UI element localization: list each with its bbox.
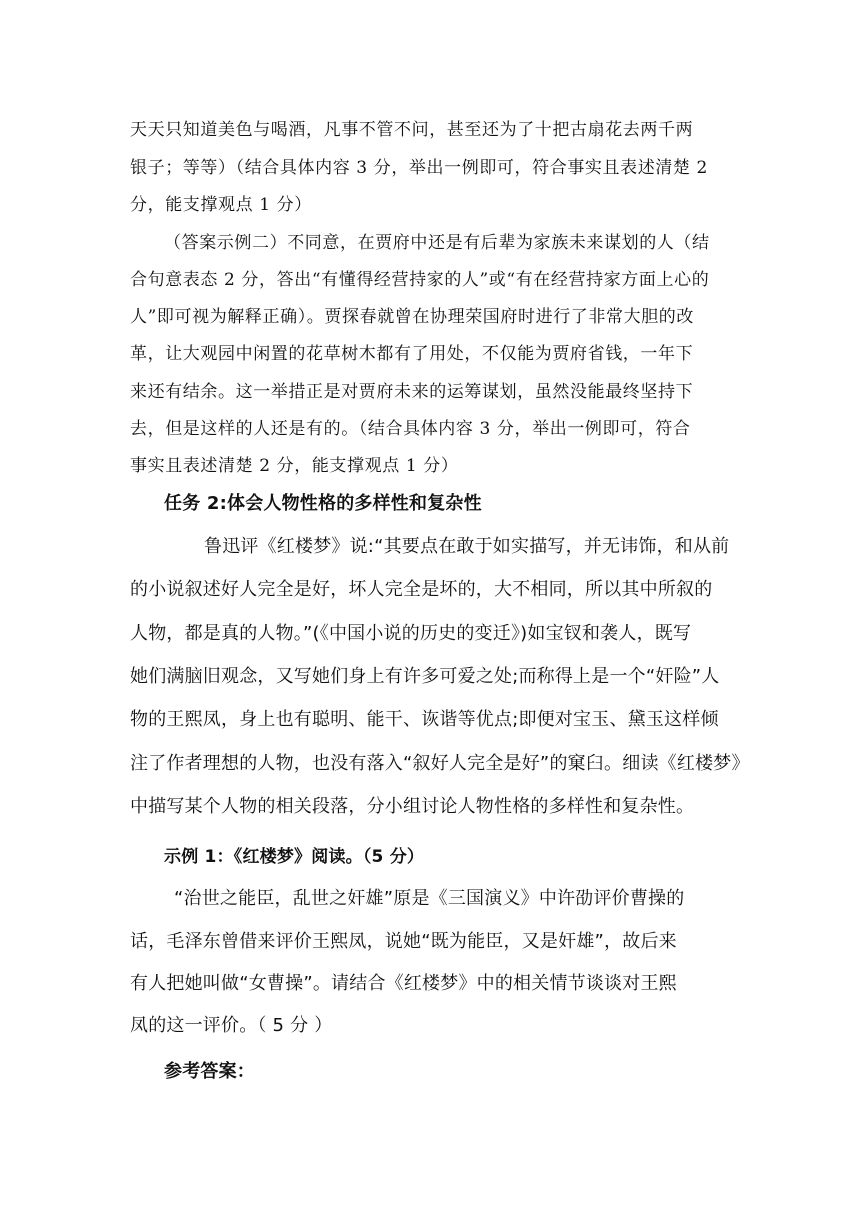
text-line: 人物，都是真的人物。”(《中国小说的历史的变迁》)如宝钗和袭人，既写 bbox=[130, 623, 692, 644]
text-line: 注了作者理想的人物，也没有落入“叙好人完全是好”的窠臼。细读《红楼梦》 bbox=[130, 753, 750, 774]
text-line: 去，但是这样的人还是有的。（结合具体内容 3 分，举出一例即可，符合 bbox=[130, 419, 691, 439]
text-line: （答案示例二）不同意，在贾府中还是有后辈为家族未来谋划的人（结 bbox=[164, 233, 710, 253]
task2-heading: 任务 2:体会人物性格的多样性和复杂性 bbox=[164, 493, 482, 514]
text-line: 物的王熙凤，身上也有聪明、能干、诙谐等优点;即便对宝玉、黛玉这样倾 bbox=[130, 709, 719, 730]
text-line: 中描写某个人物的相关段落，分小组讨论人物性格的多样性和复杂性。 bbox=[130, 796, 695, 817]
text-line: 的小说叙述好人完全是好，坏人完全是坏的，大不相同，所以其中所叙的 bbox=[130, 579, 713, 600]
text-line: 凤的这一评价。（ 5 分 ） bbox=[130, 1015, 333, 1036]
text-line: 事实且表述清楚 2 分，能支撑观点 1 分） bbox=[130, 456, 459, 476]
text-line: 合句意表态 2 分，答出“有懂得经营持家的人”或“有在经营持家方面上心的 bbox=[130, 270, 710, 290]
text-line: 人”即可视为解释正确）。贾探春就曾在协理荣国府时进行了非常大胆的改 bbox=[130, 307, 694, 327]
text-line: 话，毛泽东曾借来评价王熙凤，说她“既为能臣，又是奸雄”，故后来 bbox=[130, 931, 677, 952]
text-line: 分，能支撑观点 1 分） bbox=[130, 195, 312, 215]
text-line: “治世之能臣，乱世之奸雄”原是《三国演义》中许劭评价曹操的 bbox=[174, 888, 685, 909]
text-line: 银子；等等）（结合具体内容 3 分，举出一例即可，符合事实且表述清楚 2 bbox=[130, 158, 708, 178]
text-line: 天天只知道美色与喝酒，凡事不管不问，甚至还为了十把古扇花去两千两 bbox=[130, 120, 694, 140]
example1-heading: 示例 1：《红楼梦》阅读。（5 分） bbox=[164, 847, 425, 867]
reference-answer-label: 参考答案： bbox=[164, 1061, 255, 1082]
text-line: 来还有结余。这一举措正是对贾府未来的运筹谋划，虽然没能最终坚持下 bbox=[130, 382, 694, 402]
text-line: 鲁迅评《红楼梦》说:“其要点在敢于如实描写，并无讳饰，和从前 bbox=[204, 536, 730, 557]
text-line: 有人把她叫做“女曹操”。请结合《红楼梦》中的相关情节谈谈对王熙 bbox=[130, 973, 677, 994]
text-line: 革，让大观园中闲置的花草树木都有了用处，不仅能为贾府省钱，一年下 bbox=[130, 344, 694, 364]
text-line: 她们满脑旧观念，又写她们身上有许多可爱之处;而称得上是一个“奸险”人 bbox=[130, 666, 720, 687]
